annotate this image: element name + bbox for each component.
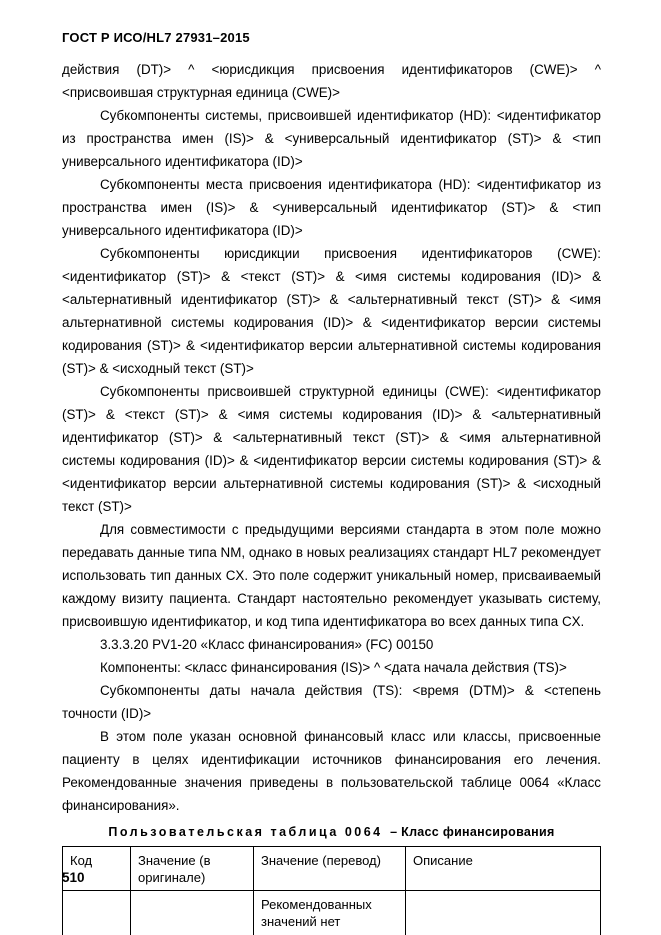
- table-caption-title: Пользовательская таблица 0064: [108, 825, 383, 839]
- document-body: [62, 58, 601, 817]
- table-header-value-translated: Значение (перевод): [254, 847, 406, 891]
- table-cell-description: [406, 891, 601, 935]
- document-header: ГОСТ Р ИСО/HL7 27931–2015: [62, 30, 250, 45]
- table-header-row: [63, 847, 601, 891]
- paragraph-subcomponents-jurisdiction: Субкомпоненты юрисдикции присвоения идентификаторов (CWE): <идентификатор (ST)> & <текст (ST)> & <имя системы кодирования (ID)> & <альтернативный идентификатор (ST)> & <альтернативный текст (ST)> & <имя альтернативной системы кодирования (ID)> & <идентификатор версии системы кодирования (ST)> & <идентификатор версии альтернативной системы кодирования (ST)> & <исходный текст (ST)>: [62, 246, 601, 376]
- page-number: 510: [62, 870, 85, 885]
- paragraph-field-description: В этом поле указан основной финансовый класс или классы, присвоенные пациенту в целях идентификации источников финансирования его лечения. Рекомендованные значения приведены в пользовательской таблице 0064 «Класс финансирования».: [62, 729, 601, 813]
- table-caption: [62, 825, 601, 839]
- paragraph-components: Компоненты: <класс финансирования (IS)> ^ <дата начала действия (TS)>: [100, 660, 567, 675]
- paragraph-continuation: действия (DT)> ^ <юрисдикция присвоения идентификаторов (CWE)> ^ <присвоившая структурная единица (CWE)>: [62, 62, 601, 100]
- paragraph-subcomponents-system: Субкомпоненты системы, присвоившей идентификатор (HD): <идентификатор из пространства имен (IS)> & <универсальный идентификатор (ST)> & <тип универсального идентификатора (ID)>: [62, 108, 601, 169]
- paragraph-subcomponents-unit: Субкомпоненты присвоившей структурной единицы (CWE): <идентификатор (ST)> & <текст (ST)> & <имя системы кодирования (ID)> & <альтернативный идентификатор (ST)> & <альтернативный текст (ST)> & <имя альтернативной системы кодирования (ID)> & <идентификатор версии системы кодирования (ST)> & <идентификатор версии альтернативной системы кодирования (ST)> & <исходный текст (ST)>: [62, 384, 601, 514]
- table-row: [63, 891, 601, 935]
- table-header-description: Описание: [406, 847, 601, 891]
- paragraph-subcomponents-place: Субкомпоненты места присвоения идентификатора (HD): <идентификатор из пространства имен (IS)> & <универсальный идентификатор (ST)> & <тип универсального идентификатора (ID)>: [62, 177, 601, 238]
- table-cell-code: [63, 891, 131, 935]
- paragraph-subcomponents-date: Субкомпоненты даты начала действия (TS): <время (DTM)> & <степень точности (ID)>: [62, 683, 601, 721]
- paragraph-compatibility-note: Для совместимости с предыдущими версиями стандарта в этом поле можно передавать данные типа NM, однако в новых реализациях стандарт HL7 рекомендует использовать тип данных CX. Это поле содержит уникальный номер, присваиваемый каждому визиту пациента. Стандарт настоятельно рекомендует указывать систему, присвоившую идентификатор, и код типа идентификатора во всех данных типа CX.: [62, 522, 601, 629]
- user-table-0064: [62, 846, 601, 935]
- table-caption-subject: – Класс финансирования: [390, 825, 555, 839]
- table-header-value-original: Значение (в оригинале): [131, 847, 254, 891]
- table-cell-value-original: [131, 891, 254, 935]
- table-header-code: Код: [63, 847, 131, 891]
- paragraph-section-heading: 3.3.3.20 PV1-20 «Класс финансирования» (FC) 00150: [100, 637, 434, 652]
- table-cell-value-translated: Рекомендованных значений нет: [254, 891, 406, 935]
